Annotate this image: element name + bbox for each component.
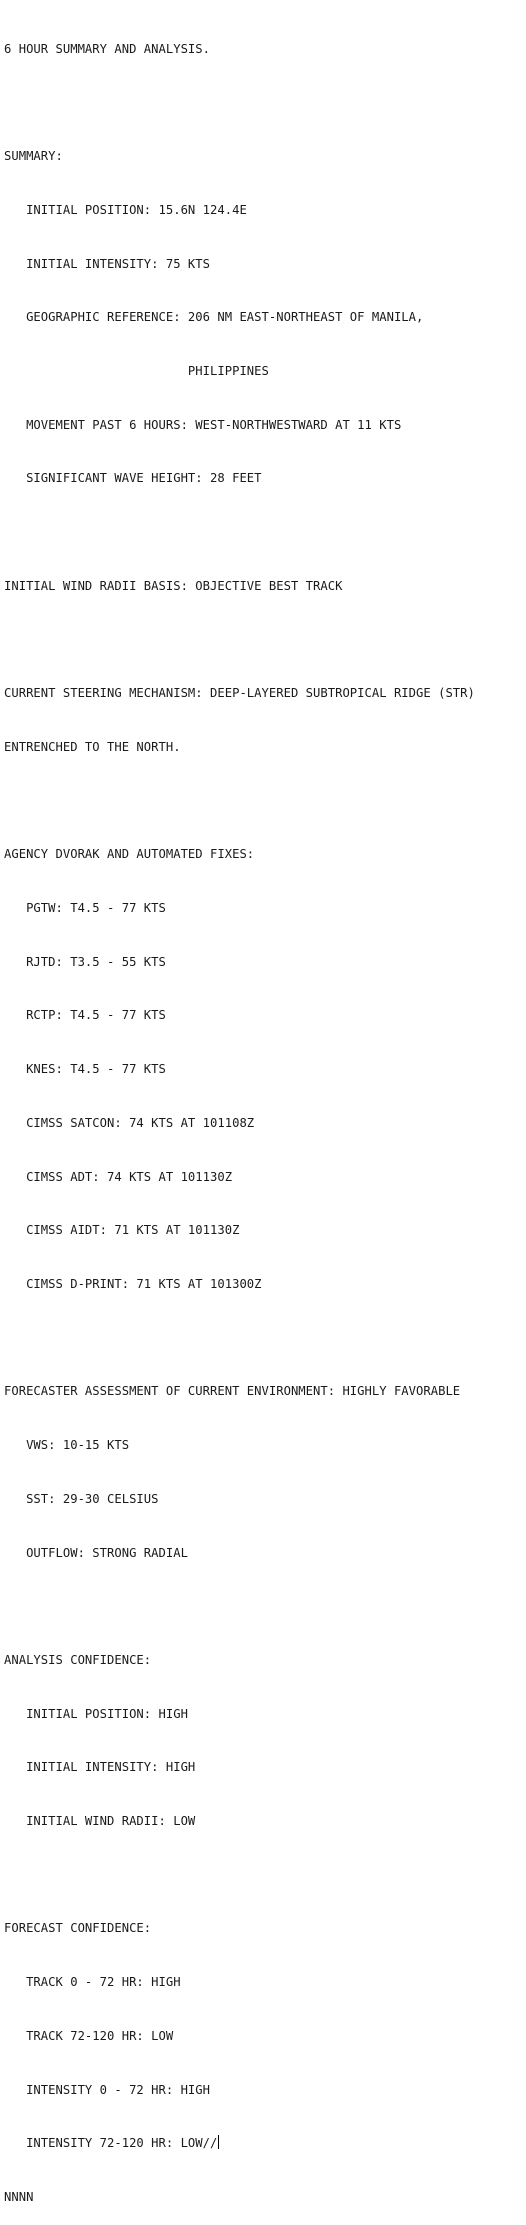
forecast-intensity-72-120-line bbox=[4, 2135, 524, 2153]
fix-rctp: RCTP: T4.5 - 77 KTS bbox=[4, 1008, 166, 1023]
section-heading-forecast-confidence: FORECAST CONFIDENCE: bbox=[4, 1921, 152, 1936]
fix-pgtw: PGTW: T4.5 - 77 KTS bbox=[4, 901, 166, 916]
blank-line bbox=[4, 632, 524, 650]
title-line: 6 HOUR SUMMARY AND ANALYSIS. bbox=[4, 41, 211, 56]
initial-intensity-line: INITIAL INTENSITY: 75 KTS bbox=[4, 256, 211, 271]
fix-cimss-satcon: CIMSS SATCON: 74 KTS AT 101108Z bbox=[4, 1115, 255, 1130]
section-heading-analysis-confidence: ANALYSIS CONFIDENCE: bbox=[4, 1652, 152, 1667]
fix-cimss-adt: CIMSS ADT: 74 KTS AT 101130Z bbox=[4, 1169, 233, 1184]
outflow-line: OUTFLOW: STRONG RADIAL bbox=[4, 1545, 188, 1560]
geographic-reference-line: GEOGRAPHIC REFERENCE: 206 NM EAST-NORTHEAST OF MANILA, bbox=[4, 310, 424, 325]
bulletin-text[interactable] bbox=[4, 5, 524, 2225]
steering-mechanism-line: CURRENT STEERING MECHANISM: DEEP-LAYERED SUBTROPICAL RIDGE (STR) bbox=[4, 686, 475, 701]
movement-line: MOVEMENT PAST 6 HOURS: WEST-NORTHWESTWARD AT 11 KTS bbox=[4, 417, 402, 432]
section-heading-summary: SUMMARY: bbox=[4, 149, 63, 164]
blank-line bbox=[4, 1598, 524, 1616]
fix-cimss-aidt: CIMSS AIDT: 71 KTS AT 101130Z bbox=[4, 1223, 240, 1238]
blank-line bbox=[4, 1867, 524, 1885]
fix-cimss-dprint: CIMSS D-PRINT: 71 KTS AT 101300Z bbox=[4, 1276, 262, 1291]
confidence-initial-wind-radii: INITIAL WIND RADII: LOW bbox=[4, 1814, 196, 1829]
initial-position-line: INITIAL POSITION: 15.6N 124.4E bbox=[4, 202, 247, 217]
text-cursor bbox=[218, 2135, 219, 2149]
vws-line: VWS: 10-15 KTS bbox=[4, 1438, 130, 1453]
fix-rjtd: RJTD: T3.5 - 55 KTS bbox=[4, 954, 166, 969]
wave-height-line: SIGNIFICANT WAVE HEIGHT: 28 FEET bbox=[4, 471, 262, 486]
blank-line bbox=[4, 95, 524, 113]
fix-knes: KNES: T4.5 - 77 KTS bbox=[4, 1062, 166, 1077]
geographic-reference-continuation: PHILIPPINES bbox=[4, 364, 269, 379]
forecast-intensity-72-120: INTENSITY 72-120 HR: LOW// bbox=[4, 2136, 218, 2151]
steering-mechanism-continuation: ENTRENCHED TO THE NORTH. bbox=[4, 739, 181, 754]
end-marker: NNNN bbox=[4, 2189, 34, 2204]
confidence-initial-intensity: INITIAL INTENSITY: HIGH bbox=[4, 1760, 196, 1775]
section-heading-fixes: AGENCY DVORAK AND AUTOMATED FIXES: bbox=[4, 847, 255, 862]
sst-line: SST: 29-30 CELSIUS bbox=[4, 1491, 159, 1506]
wind-radii-basis-line: INITIAL WIND RADII BASIS: OBJECTIVE BEST TRACK bbox=[4, 578, 343, 593]
blank-line bbox=[4, 524, 524, 542]
forecast-track-0-72: TRACK 0 - 72 HR: HIGH bbox=[4, 1975, 181, 1990]
blank-line bbox=[4, 1330, 524, 1348]
forecast-track-72-120: TRACK 72-120 HR: LOW bbox=[4, 2028, 174, 2043]
forecast-intensity-0-72: INTENSITY 0 - 72 HR: HIGH bbox=[4, 2082, 211, 2097]
blank-line bbox=[4, 793, 524, 811]
section-heading-environment: FORECASTER ASSESSMENT OF CURRENT ENVIRONMENT: HIGHLY FAVORABLE bbox=[4, 1384, 461, 1399]
confidence-initial-position: INITIAL POSITION: HIGH bbox=[4, 1706, 188, 1721]
